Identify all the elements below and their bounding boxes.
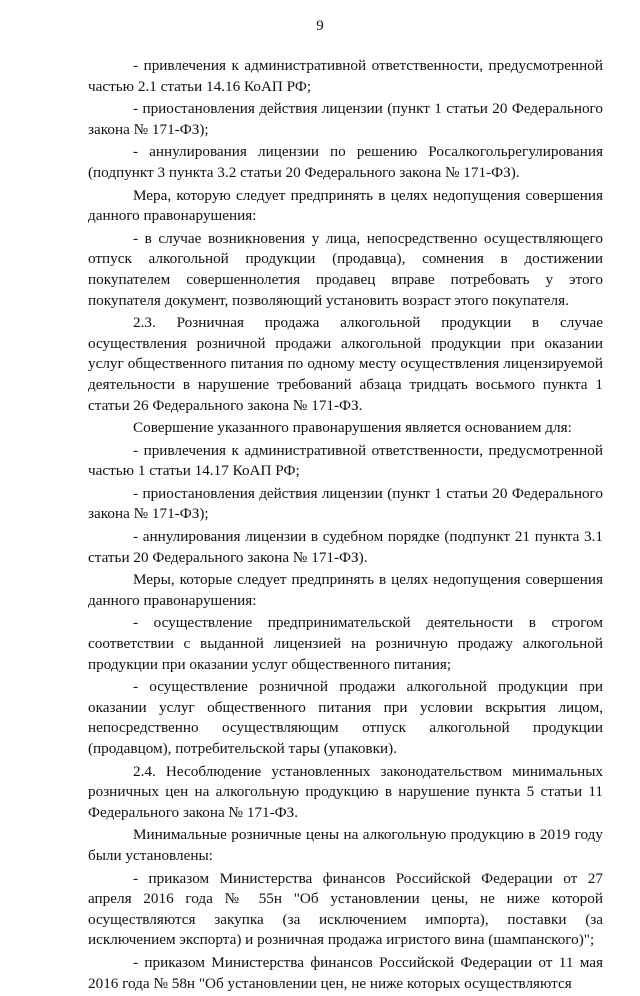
paragraph: - аннулирования лицензии в судебном порядке (подпункт 21 пункта 3.1 статьи 20 Федерального закона № 171-ФЗ). <box>88 528 603 566</box>
paragraph: - приостановления действия лицензии (пункт 1 статьи 20 Федерального закона № 171-ФЗ); <box>88 100 603 138</box>
paragraph: - осуществление предпринимательской деятельности в строгом соответствии с выданной лицензией на розничную продажу алкогольной продукции при оказании услуг общественного питания; <box>88 614 603 673</box>
paragraph: - приказом Министерства финансов Российской Федерации от 11 мая 2016 года № 58н "Об установлении цен, не ниже которых осуществляются <box>88 953 603 992</box>
paragraph: - приостановления действия лицензии (пункт 1 статьи 20 Федерального закона № 171-ФЗ); <box>88 484 603 523</box>
document-body <box>88 56 603 996</box>
page-number: 9 <box>316 18 324 34</box>
paragraph: - привлечения к административной ответственности, предусмотренной частью 2.1 статьи 14.16 КоАП РФ; <box>88 57 603 95</box>
paragraph: - аннулирования лицензии по решению Росалкогольрегулирования (подпункт 3 пункта 3.2 статьи 20 Федерального закона № 171-ФЗ). <box>88 143 603 181</box>
paragraph: Совершение указанного правонарушения является основанием для: <box>133 419 572 437</box>
paragraph: Минимальные розничные цены на алкогольную продукцию в 2019 году были установлены: <box>88 826 603 864</box>
paragraph: - приказом Министерства финансов Российской Федерации от 27 апреля 2016 года № 55н "Об установлении цены, не ниже которой осуществляются закупка (за исключением импорта), поставки (за исключением экспорта) и розничная продажа игристого вина (шампанского)"; <box>88 869 603 949</box>
paragraph: - привлечения к административной ответственности, предусмотренной частью 1 статьи 14.17 КоАП РФ; <box>88 441 603 480</box>
paragraph: Меры, которые следует предпринять в целях недопущения совершения данного правонарушения: <box>88 571 603 609</box>
section-2-3-heading-paragraph: 2.3. Розничная продажа алкогольной продукции в случае осуществления розничной продажи алкогольной продукции при оказании услуг общественного питания по одному месту осуществления лицензируемой деятельности в нарушение требований абзаца тридцать восьмого пункта 1 статьи 26 Федерального закона № 171-ФЗ. <box>88 314 603 414</box>
paragraph: - осуществление розничной продажи алкогольной продукции при оказании услуг общественного питания при условии вскрытия лицом, непосредственно осуществляющим отпуск алкогольной продукции (продавцом), потребительской тары (упаковки). <box>88 678 603 757</box>
section-2-4-heading-paragraph: 2.4. Несоблюдение установленных законодательством минимальных розничных цен на алкогольную продукцию в нарушение пункта 5 статьи 11 Федерального закона № 171-ФЗ. <box>88 762 603 821</box>
paragraph: Мера, которую следует предпринять в целях недопущения совершения данного правонарушения: <box>88 186 603 225</box>
paragraph: - в случае возникновения у лица, непосредственно осуществляющего отпуск алкогольной продукции (продавца), сомнения в достижении покупателем совершеннолетия продавец вправе потребовать у этого покупателя документ, позволяющий установить возраст этого покупателя. <box>88 229 603 309</box>
